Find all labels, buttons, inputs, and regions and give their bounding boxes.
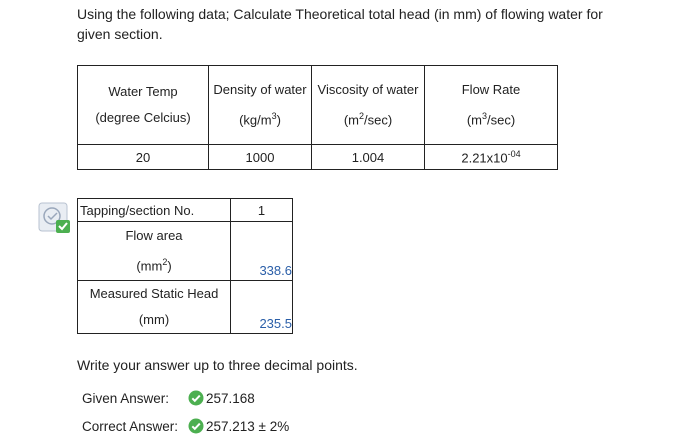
given-answer-row	[82, 390, 255, 406]
flow-area-label: Flow area $(mm^2)$	[78, 222, 231, 281]
given-answer-value: 257.168	[206, 390, 255, 406]
correct-answer-value: 257.213 ± 2%	[206, 418, 290, 434]
header-flow-rate: Flow Rate $(m^3/\sec)$	[425, 66, 558, 145]
tapping-value: 1	[231, 199, 293, 222]
static-head-row	[78, 281, 293, 334]
tapping-label: Tapping/section No.	[78, 199, 231, 222]
static-head-value: 235.5	[231, 281, 293, 334]
properties-header-row	[78, 66, 558, 145]
section-table	[77, 198, 293, 334]
value-density: 1000	[209, 145, 312, 170]
static-head-label: Measured Static Head (mm)	[78, 281, 231, 334]
properties-value-row	[78, 145, 558, 170]
header-viscosity: Viscosity of water $(m^2/\sec)$	[312, 66, 425, 145]
value-viscosity: 1.004	[312, 145, 425, 170]
value-water-temp: 20	[78, 145, 209, 170]
given-answer-label: Given Answer:	[82, 390, 170, 406]
header-density: Density of water $(kg/m^3)$	[209, 66, 312, 145]
flow-area-value: 338.6	[231, 222, 293, 281]
value-flow-rate: $2.21x10^{-04}$	[425, 145, 558, 170]
instruction-text: Write your answer up to three decimal points.	[77, 357, 358, 373]
properties-table	[77, 65, 558, 170]
flow-area-row	[78, 222, 293, 281]
correct-answer-label: Correct Answer:	[82, 418, 179, 434]
correct-check-badge-icon	[38, 200, 72, 234]
header-water-temp: Water Temp (degree Celcius)	[78, 66, 209, 145]
correct-answer-row	[82, 418, 289, 434]
check-icon	[188, 390, 204, 406]
check-icon	[188, 418, 204, 434]
question-text: Using the following data; Calculate Theoretical total head (in mm) of flowing water for given section.	[77, 6, 603, 42]
section-header-row	[78, 199, 293, 222]
